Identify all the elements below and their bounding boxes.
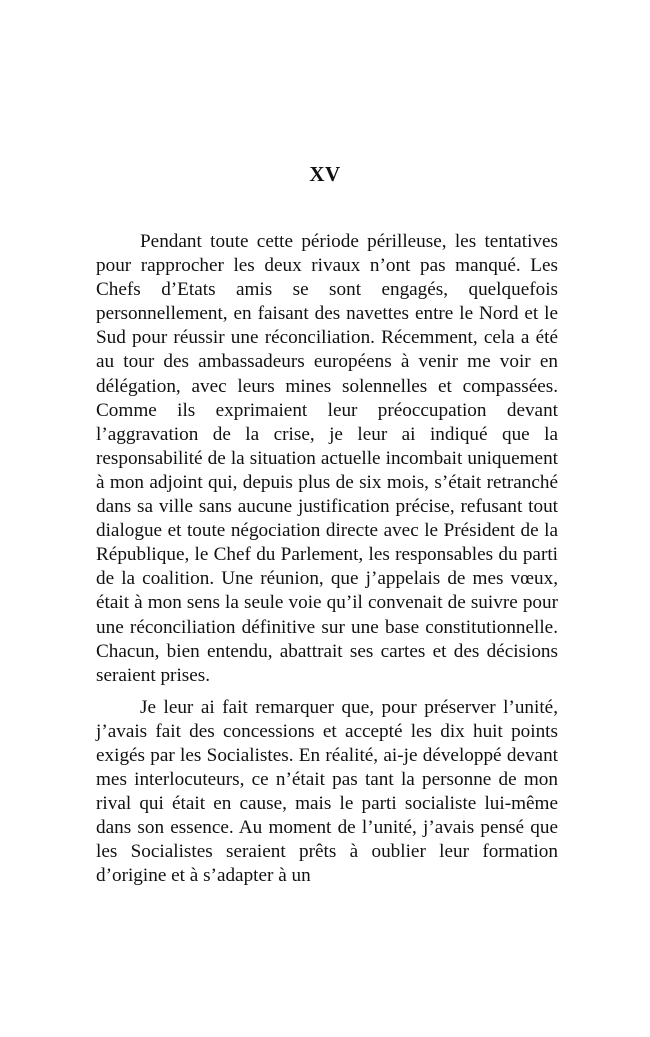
- paragraph: Je leur ai fait remarquer que, pour préserver l’unité, j’avais fait des concessions et accepté les dix huit points exigés par les Socialistes. En réalité, ai-je développé devant mes interlocuteurs, ce n’était pas tant la personne de mon rival qui était en cause, mais le parti socialiste lui-même dans son essence. Au moment de l’unité, j’avais pensé que les Socialistes seraient prêts à oublier leur formation d’origine et à s’adapter à un: [96, 696, 558, 887]
- body-text: [96, 230, 558, 889]
- chapter-title: XV: [309, 162, 341, 186]
- paragraph: Pendant toute cette période périlleuse, les tentatives pour rapprocher les deux rivaux n’ont pas manqué. Les Chefs d’Etats amis se sont engagés, quelquefois personnellement, en faisant des navettes entre le Nord et le Sud pour réussir une réconciliation. Récemment, cela a été au tour des ambassadeurs européens à venir me voir en délégation, avec leurs mines solennelles et compassées. Comme ils exprimaient leur préoccupation devant l’aggravation de la crise, je leur ai indiqué que la responsabilité de la situation actuelle incombait uniquement à mon adjoint qui, depuis plus de six mois, s’était retranché dans sa ville sans aucune justification précise, refusant tout dialogue et toute négociation directe avec le Président de la République, le Chef du Parlement, les responsables du parti de la coalition. Une réunion, que j’appelais de mes vœux, était à mon sens la seule voie qu’il convenait de suivre pour une réconciliation définitive sur une base constitutionnelle. Chacun, bien entendu, abattrait ses cartes et des décisions seraient prises.: [96, 231, 558, 686]
